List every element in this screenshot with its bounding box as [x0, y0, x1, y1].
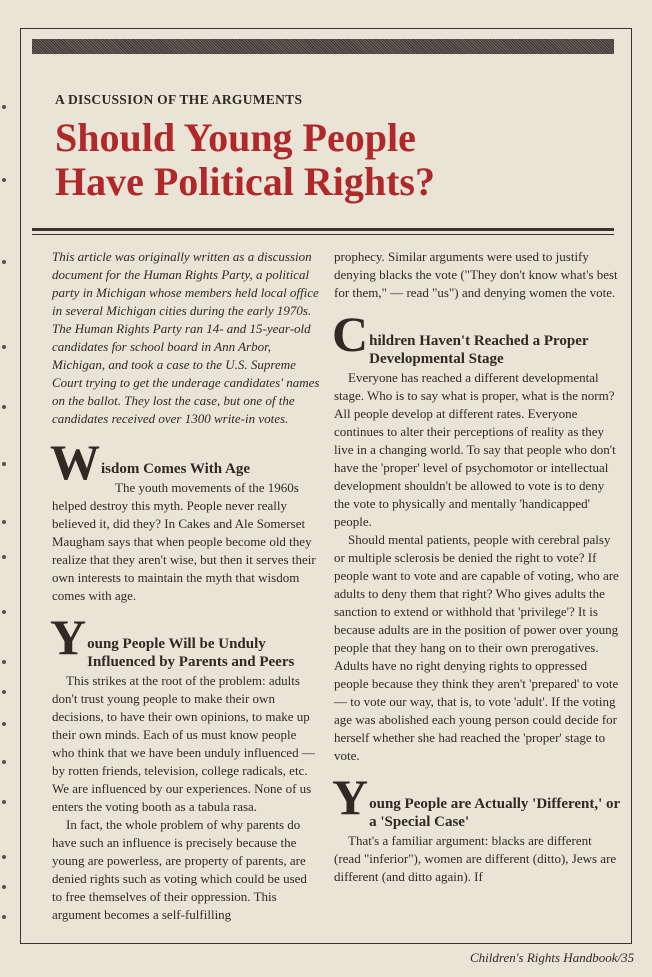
section-heading-text: oung People Will be Unduly Influenced by Parents and Peers	[87, 636, 295, 670]
section-wisdom	[50, 434, 320, 605]
section-different	[332, 769, 620, 886]
continued-paragraph: prophecy. Similar arguments were used to justify denying blacks the vote ("They don't know what's best for them," — read "us") and denying women the vote.	[334, 249, 618, 300]
paragraph: Should mental patients, people with cerebral palsy or multiple sclerosis be denied the right to vote? If people want to vote and are capable of voting, who are adults to deny them that right? Who gives adults the sanction to extend or withhold that 'privilege'? It is because adults are in the position of power over young people that they hang on to their own prerogatives. Adults have no right denying rights to oppressed people because they think they aren't 'prepared' to vote — to vote our way, that is, to vote 'adult'. If the voting age was abolished each young person could decide for herself whether she had reached the 'proper' stage to vote.	[334, 532, 619, 763]
paragraph: This strikes at the root of the problem: adults don't trust young people to make their own decisions, to have their own opinions, to make up their own minds. Each of us must know people who think that we have been unduly influenced — by rotten friends, television, college radicals, etc. We are influenced by our experiences. None of us enters the voting booth as a tabula rasa.	[52, 673, 315, 814]
page-title	[55, 116, 595, 204]
drop-cap: Y	[50, 609, 87, 665]
paragraph: That's a familiar argument: blacks are different (read "inferior"), women are different (ditto), Jews are different (and ditto again). If	[334, 833, 617, 884]
kicker: A DISCUSSION OF THE ARGUMENTS	[55, 92, 303, 107]
section-heading-text: oung People are Actually 'Different,' or a 'Special Case'	[369, 796, 620, 830]
decorative-top-bar	[32, 39, 614, 54]
paragraph: The youth movements of the 1960s helped destroy this myth. People never really believed it, did they? In Cakes and Ale Somerset Maugham says that when people become old they realize that they aren't wise, but then it serves their own interests to maintain the myth that wisdom comes with age.	[52, 480, 316, 603]
paragraph: Everyone has reached a different developmental stage. Who is to say what is proper, what is the norm? All people develop at different rates. Everyone continues to alter their perceptions of reality as they live in a changing world. To say that people who don't have the 'proper' level of psychomotor or intellectual development shouldn't be allowed to vote is to deny the vote to physically and mentally 'handicapped' people.	[334, 370, 616, 529]
divider-thick	[32, 228, 614, 231]
drop-cap: C	[332, 306, 369, 362]
section-heading-text: hildren Haven't Reached a Proper Developmental Stage	[369, 333, 589, 367]
section-heading	[50, 434, 320, 490]
binding-edge-marks	[0, 0, 12, 977]
left-column	[52, 248, 320, 936]
section-heading-text: isdom Comes With Age	[101, 461, 251, 477]
paragraph: In fact, the whole problem of why parents do have such an influence is precisely because the young are powerless, are property of parents, are denied rights such as voting which could be used to free themselves of their oppression. This argument becomes a self-fulfilling	[52, 817, 307, 922]
section-influenced	[50, 609, 320, 924]
intro-paragraph: This article was originally written as a discussion document for the Human Rights Party, a political party in Michigan whose members held local office in several Michigan cities during the early 1970s. The Human Rights Party ran 14- and 15-year-old candidates for school board in Ann Arbor, Michigan, and took a case to the U.S. Supreme Court trying to get the underage candidates' names on the ballot. They lost the case, but one of the candidates received over 1300 write-in votes.	[52, 249, 320, 426]
divider-thin	[32, 234, 614, 235]
title-line-1: Should Young People	[55, 115, 416, 160]
page-footer: Children's Rights Handbook/35	[470, 950, 635, 965]
section-heading	[50, 609, 320, 671]
section-heading	[332, 769, 620, 831]
drop-cap: W	[50, 434, 100, 490]
right-column	[334, 248, 620, 898]
title-line-2: Have Political Rights?	[55, 159, 435, 204]
section-heading	[332, 306, 620, 368]
drop-cap: Y	[332, 769, 369, 825]
section-developmental	[332, 306, 620, 765]
